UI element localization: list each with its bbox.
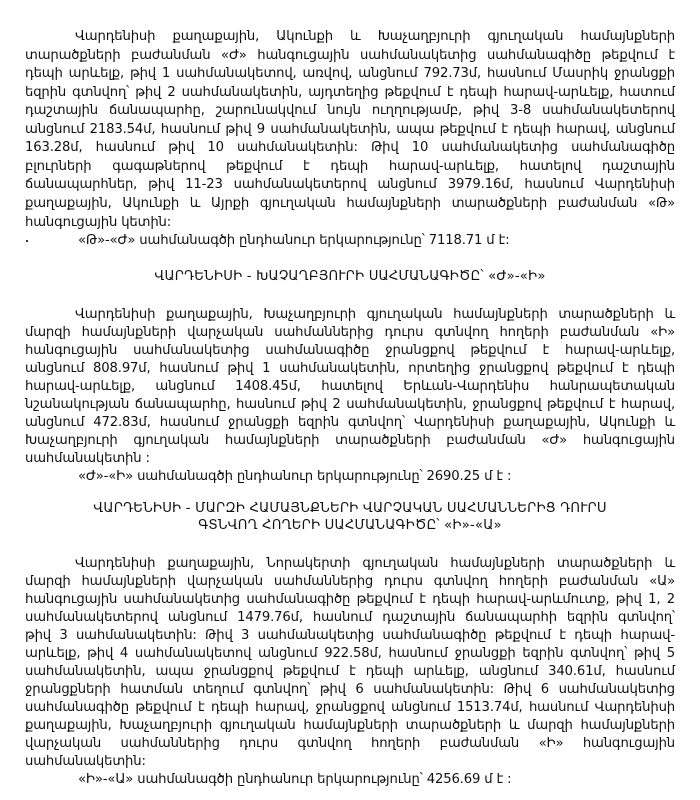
paragraph-line: հարավ-արևելք, անցնում 1408.45մ, հատելով Երևան-Վարդենիս հանրապետական xyxy=(25,379,675,394)
paragraph-line: Խաչաղբյուրի գյուղական համայնքների տարածքների բաժանման «Ժ» հանգուցային xyxy=(25,433,675,448)
paragraph-line: անցնում 808.97մ, հասնում թիվ 1 սահմանակետին, որտեղից ջրանցքով թեքվում է դեպի xyxy=(25,361,675,376)
paragraph-line: սահմանակետին : xyxy=(25,451,150,466)
paragraph-line: հանգուցային սահմանակետից սահմանագիծը թեքվում է դեպի հարավ-արևմուտք, թիվ 1, 2 xyxy=(25,592,675,607)
paragraph-line: արևելք, թիվ 4 սահմանակետով անցնում 922.58մ, հասնում ջրանցքի եզրին գտնվող՝ թիվ 5 xyxy=(25,646,675,661)
paragraph-line: եզրին գտնվող՝ թիվ 2 սահմանակետին, այդտեղից թեքվում է դեպի հարավ-արևելք, հատում xyxy=(25,85,675,100)
paragraph-line: տարածքների բաժանման «Ժ» հանգուցային սահմանակետից սահմանագիծը թեքվում է xyxy=(25,48,675,63)
segment-total-length: «Ժ»-«Ի» սահմանագծի ընդհանուր երկարությունը՝ 2690.25 մ է : xyxy=(78,469,512,484)
paragraph-line: ջրանցքների հատման տեղում գտնվող՝ թիվ 6 սահմանակետին: Թիվ 6 սահմանակետից xyxy=(25,682,675,697)
section-heading: ՎԱՐԴԵՆԻՍԻ - ԽԱՉԱՂԲՅՈՒՐԻ ՍԱՀՄԱՆԱԳԻԾԸ՝ «Ժ»-«Ի» xyxy=(154,269,546,284)
paragraph-line: թիվ 3 սահմանակետին: Թիվ 3 սահմանակետից սահմանագիծը թեքվում է դեպի հարավ- xyxy=(25,628,675,643)
paragraph-line: հանգուցային սահմանակետից սահմանագիծը ջրանցքով թեքվում է հարավ-արևելք, xyxy=(25,343,675,358)
paragraph-line: սահմանակետերով անցնում 1479.76մ, հասնում դաշտային ճանապարհի եզրին գտնվող՝ xyxy=(25,610,675,625)
paragraph-line: դեպի արևելք, թիվ 1 սահմանակետով, առվով, անցնում 792.73մ, հասնում Մասրիկ ջրանցքի xyxy=(25,66,675,81)
section-heading-line-1: ՎԱՐԴԵՆԻՍԻ - ՄԱՐԶԻ ՀԱՄԱՅՆՔՆԵՐԻ ՎԱՐՉԱԿԱՆ ՍԱՀՄԱՆՆԵՐԻՑ ԴՈՒՐՍ xyxy=(93,501,607,516)
paragraph-line: բլուրների գագաթներով թեքվում է դեպի հարավ-արևելք, հատելով դաշտային xyxy=(25,159,675,174)
segment-total-length: «Թ»-«Ժ» սահմանագծի ընդհանուր երկարությունը՝ 7118.71 մ է: xyxy=(78,233,510,248)
paragraph-line: սահմանագիծը թեքվում է դեպի հարավ, ջրանցքով անցնում 1513.74մ, հասնում Վարդենիսի xyxy=(25,700,675,715)
paragraph-line: մարզի համայնքների վարչական սահմաններից դուրս գտնվող հողերի բաժանման «Ա» xyxy=(25,574,675,589)
paragraph-line: անցնում 472.83մ, հասնում ջրանցքի եզրին գտնվող՝ Վարդենիսի քաղաքային, Ակունքի և xyxy=(25,415,675,430)
paragraph-line: սահմանակետին, ապա ջրանցքով թեքվում է դեպի արևելք, անցնում 340.61մ, հասնում xyxy=(25,664,675,679)
paragraph-line: մարզի համայնքների վարչական սահմաններից դուրս գտնվող հողերի բաժանման «Ի» xyxy=(25,325,675,340)
paragraph-line: Վարդենիսի քաղաքային, Ակունքի և Խաչաղբյուրի գյուղական համայնքների xyxy=(75,29,675,44)
paragraph-line: սահմանակետին: xyxy=(25,754,146,769)
section-heading-line-2: ԳՏՆՎՈՂ ՀՈՂԵՐԻ ՍԱՀՄԱՆԱԳԻԾԸ՝ «Ի»-«Ա» xyxy=(198,518,502,533)
paragraph-line: քաղաքային, Խաչաղբյուրի գյուղական համայնքների տարածքների և մարզի համայնքների xyxy=(25,718,675,733)
paragraph-line: հանգուցային կետին: xyxy=(25,215,172,230)
paragraph-line: նշանակության ճանապարհը, հասնում թիվ 2 սահմանակետին, ջրանցքով թեքվում է հարավ, xyxy=(25,397,675,412)
paragraph-line: դաշտային ճանապարհը, շարունակվում նույն ուղղությամբ, թիվ 3-8 սահմանակետերով xyxy=(25,103,675,118)
segment-total-length: «Ի»-«Ա» սահմանագծի ընդհանուր երկարությունը՝ 4256.69 մ է : xyxy=(78,772,512,787)
scan-speck xyxy=(26,240,28,242)
paragraph-line: Վարդենիսի քաղաքային, Խաչաղբյուրի գյուղական համայնքների տարածքների և xyxy=(75,307,675,322)
paragraph-line: ճանապարհներ, թիվ 11-23 սահմանակետերով անցնում 3979.16մ, հասնում Վարդենիսի xyxy=(25,177,675,192)
paragraph-line: 163.28մ, հասնում թիվ 10 սահմանակետին: Թիվ 10 սահմանակետից սահմանագիծը xyxy=(25,140,675,155)
paragraph-line: քաղաքային, Ակունքի և Այրքի գյուղական համայնքների տարածքների բաժանման «Թ» xyxy=(25,196,675,211)
paragraph-line: անցնում 2183.54մ, հասնում թիվ 9 սահմանակետին, ապա թեքվում է դեպի հարավ, անցնում xyxy=(25,122,675,137)
paragraph-line: վարչական սահմաններից դուրս գտնվող հողերի բաժանման «Ի» հանգուցային xyxy=(25,736,675,751)
paragraph-line: Վարդենիսի քաղաքային, Նորակերտի գյուղական համայնքների տարածքների և xyxy=(75,556,675,571)
